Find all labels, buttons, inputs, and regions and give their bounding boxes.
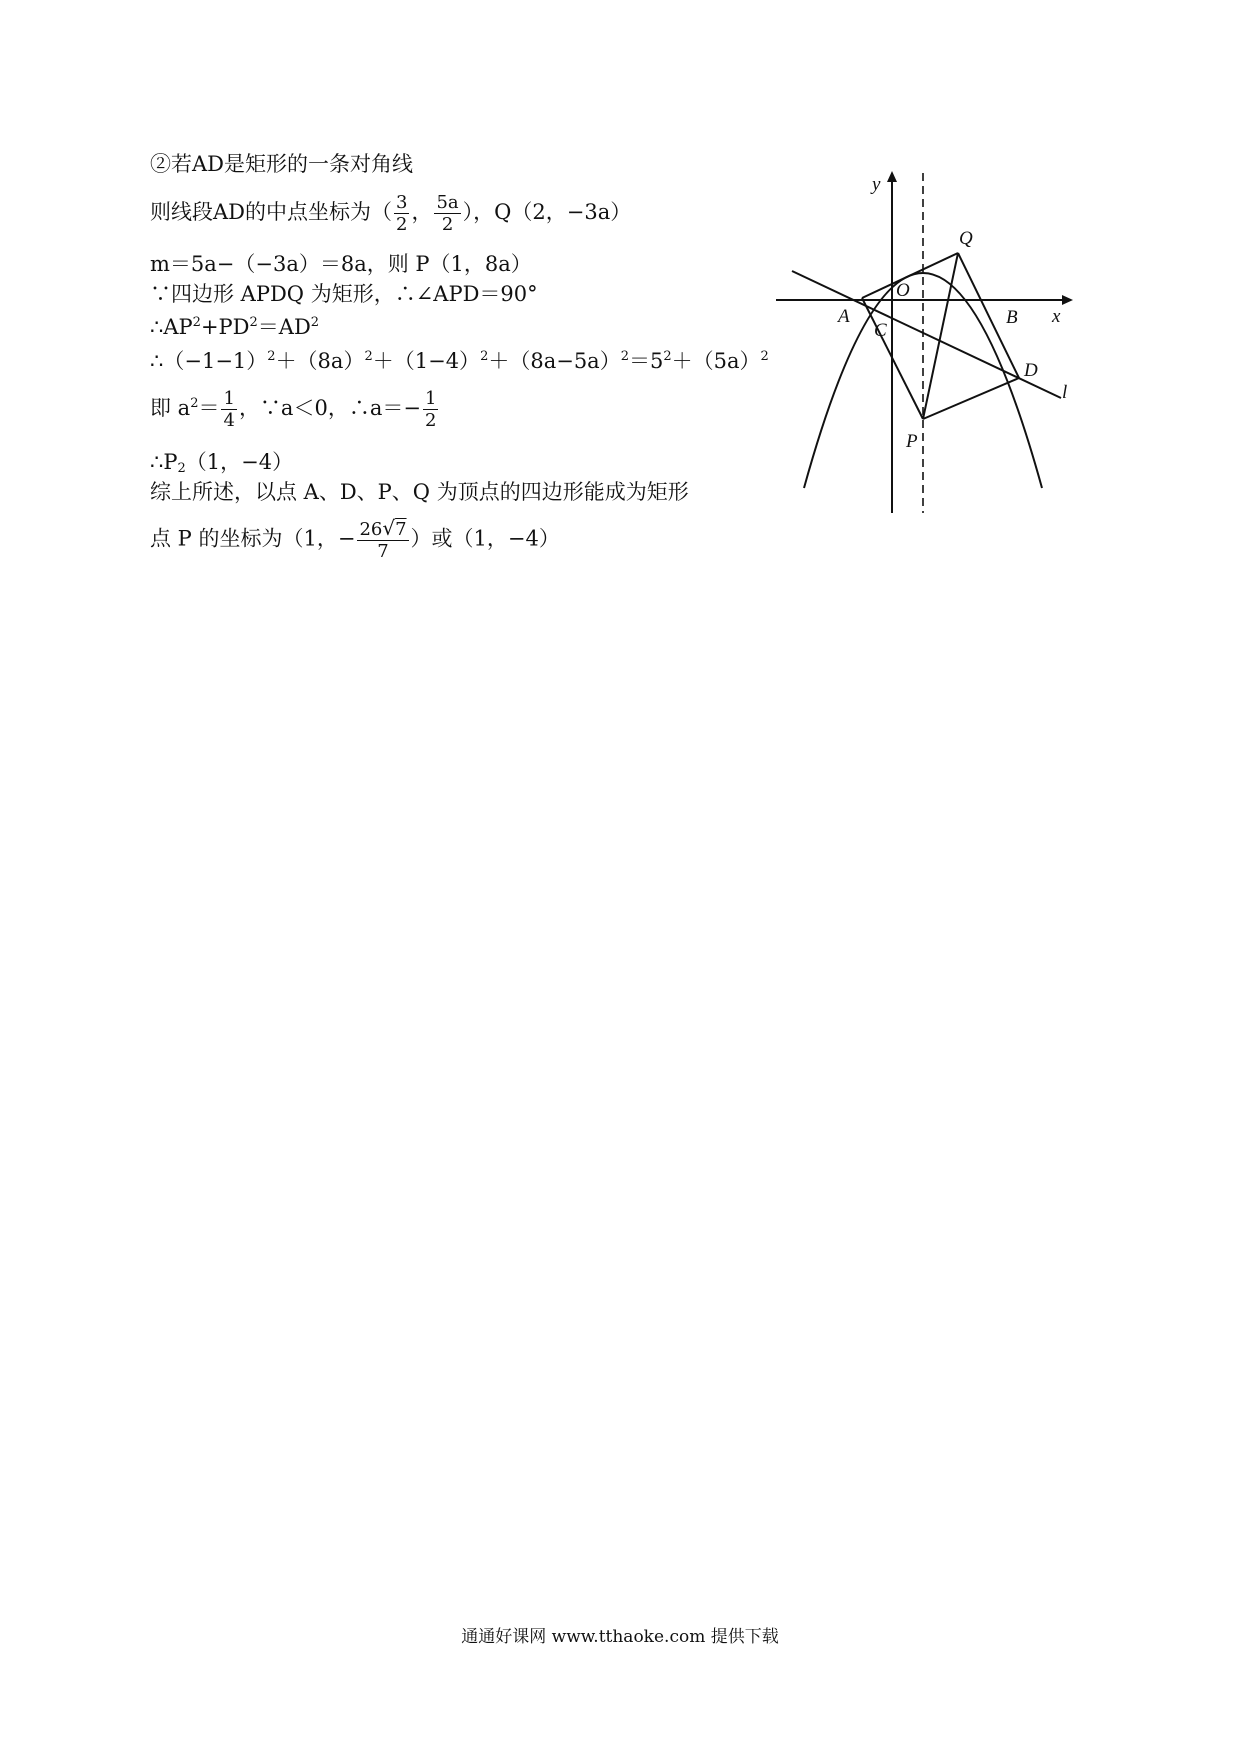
- label-O: O: [896, 280, 910, 301]
- line-2-comma: ，: [411, 200, 433, 224]
- line-2-suffix: ），Q（2，−3a）: [462, 200, 632, 224]
- coefficient: 26: [359, 519, 383, 540]
- solution-line-2: [150, 192, 631, 235]
- label-Q: Q: [959, 228, 973, 249]
- solution-line-7: [150, 388, 440, 431]
- term: ＝5: [628, 349, 664, 373]
- y-axis-arrow-icon: [887, 171, 897, 182]
- term: ＋（5a）: [671, 349, 761, 373]
- label-P: P: [906, 431, 918, 452]
- label-B: B: [1006, 307, 1018, 328]
- label-x: x: [1052, 306, 1061, 327]
- radicand: 7: [395, 519, 407, 540]
- exponent: 2: [663, 349, 672, 364]
- exponent: 2: [267, 349, 276, 364]
- line-2-prefix: 则线段AD的中点坐标为（: [150, 200, 393, 224]
- exponent: 2: [190, 396, 199, 411]
- term: ，∵a＜0，∴a＝−: [238, 396, 421, 420]
- exponent: 2: [480, 349, 489, 364]
- label-A: A: [838, 306, 850, 327]
- term: 点 P 的坐标为（1，−: [150, 526, 356, 551]
- fraction-numerator: 1: [424, 388, 437, 409]
- term: ＋（8a）: [275, 349, 365, 373]
- term: 即 a: [150, 396, 191, 420]
- subscript: 2: [177, 461, 186, 476]
- exponent: 2: [620, 349, 629, 364]
- fraction-denominator: 2: [396, 214, 408, 235]
- fraction-numerator: 5a: [436, 192, 459, 213]
- sqrt-icon: √: [382, 516, 396, 540]
- exponent: 2: [249, 315, 258, 330]
- term: ∴（−1−1）: [150, 349, 268, 373]
- label-l: l: [1062, 382, 1068, 403]
- fraction-denominator: 2: [441, 214, 454, 235]
- parabola-figure: [776, 168, 1076, 518]
- fraction-denominator: 4: [223, 410, 235, 431]
- solution-line-8: [150, 450, 293, 477]
- label-y: y: [872, 174, 881, 195]
- term: ＋（1−4）: [372, 349, 481, 373]
- x-axis-arrow-icon: [1062, 295, 1073, 305]
- exponent: 2: [760, 349, 769, 364]
- solution-line-10: [150, 518, 560, 562]
- line-l: [792, 271, 1061, 398]
- term: ）或（1，−4）: [410, 526, 560, 551]
- solution-line-5: [150, 315, 319, 339]
- segment-DP: [923, 378, 1019, 419]
- term: ＋（8a−5a）: [488, 349, 621, 373]
- fraction-3-2: [394, 192, 409, 235]
- exponent: 2: [192, 315, 201, 330]
- solution-line-9: 综上所述，以点 A、D、P、Q 为顶点的四边形能成为矩形: [150, 480, 689, 504]
- fraction-denominator: 7: [377, 541, 389, 562]
- fraction-numerator: 3: [396, 192, 408, 213]
- term: ∴AP: [150, 315, 193, 339]
- page-footer: 通通好课网 www.tthaoke.com 提供下载: [461, 1627, 779, 1647]
- solution-line-6: [150, 349, 769, 373]
- solution-line-4: ∵四边形 APDQ 为矩形，∴∠APD＝90°: [150, 282, 538, 306]
- exponent: 2: [364, 349, 373, 364]
- fraction-numerator: 1: [223, 388, 235, 409]
- fraction-26-root7-over-7: [357, 518, 408, 562]
- label-C: C: [874, 320, 887, 341]
- term: +PD: [200, 315, 250, 339]
- fraction-numerator: [357, 518, 408, 541]
- solution-line-3: m＝5a−（−3a）＝8a，则 P（1，8a）: [150, 252, 532, 276]
- fraction-5a-2: [434, 192, 460, 235]
- fraction-denominator: 2: [424, 410, 437, 431]
- fraction-1-4: [221, 388, 236, 431]
- fraction-1-2: [423, 388, 438, 431]
- term: （1，−4）: [185, 450, 294, 474]
- term: ＝AD: [257, 315, 311, 339]
- segment-AQ: [862, 253, 958, 298]
- term: ∴P: [150, 450, 178, 474]
- term: ＝: [198, 396, 220, 420]
- solution-line-1: ②若AD是矩形的一条对角线: [150, 152, 414, 176]
- exponent: 2: [310, 315, 320, 330]
- label-D: D: [1024, 360, 1038, 381]
